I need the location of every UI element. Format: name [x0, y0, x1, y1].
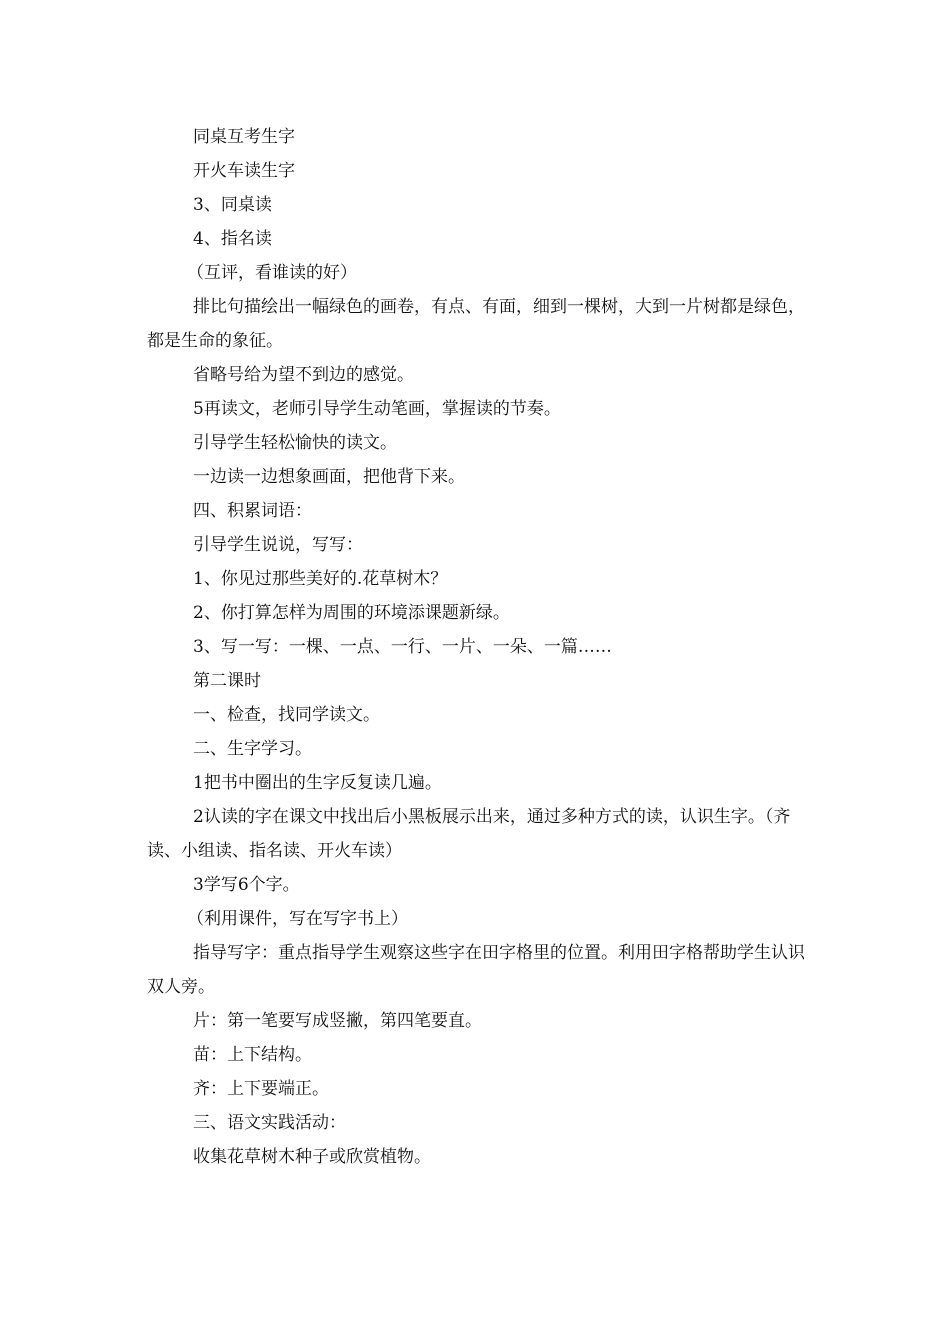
paragraph: 一边读一边想象画面，把他背下来。: [193, 467, 465, 487]
section-heading: 第二课时: [193, 671, 261, 691]
paragraph: 苗：上下结构。: [193, 1045, 312, 1065]
paragraph: 收集花草树木种子或欣赏植物。: [193, 1147, 431, 1167]
paragraph: 引导学生说说，写写：: [193, 535, 363, 555]
section-heading: 一、检查，找同学读文。: [193, 705, 380, 725]
paragraph: 3、同桌读: [193, 195, 272, 215]
document-body: [147, 120, 807, 1174]
paragraph: 指导写字：重点指导学生观察这些字在田字格里的位置。利用田字格帮助学生认识双人旁。: [147, 943, 805, 997]
paragraph: 5再读文，老师引导学生动笔画，掌握读的节奏。: [193, 399, 561, 419]
paragraph: 同桌互考生字: [193, 127, 295, 147]
paragraph: 排比句描绘出一幅绿色的画卷，有点、有面，细到一棵树，大到一片树都是绿色，都是生命的象征。: [147, 297, 805, 351]
paragraph: 2认读的字在课文中找出后小黑板展示出来，通过多种方式的读，认识生字。（齐读、小组读、指名读、开火车读）: [147, 807, 791, 861]
paragraph: （利用课件，写在写字书上）: [187, 909, 408, 929]
paragraph: 4、指名读: [193, 229, 272, 249]
paragraph: 片：第一笔要写成竖撇，第四笔要直。: [193, 1011, 482, 1031]
paragraph: 3学写6个字。: [193, 875, 300, 895]
paragraph: 1把书中圈出的生字反复读几遍。: [193, 773, 442, 793]
paragraph: （互评，看谁读的好）: [187, 263, 357, 283]
paragraph: 1、你见过那些美好的.花草树木？: [193, 569, 448, 589]
paragraph: 2、你打算怎样为周围的环境添课题新绿。: [193, 603, 510, 623]
paragraph: 开火车读生字: [193, 161, 295, 181]
paragraph: 引导学生轻松愉快的读文。: [193, 433, 397, 453]
paragraph: 省略号给为望不到边的感觉。: [193, 365, 414, 385]
section-heading: 四、积累词语：: [193, 501, 312, 521]
section-heading: 二、生字学习。: [193, 739, 312, 759]
paragraph: 齐：上下要端正。: [193, 1079, 329, 1099]
paragraph: 3、写一写：一棵、一点、一行、一片、一朵、一篇……: [193, 637, 612, 657]
section-heading: 三、语文实践活动：: [193, 1113, 346, 1133]
